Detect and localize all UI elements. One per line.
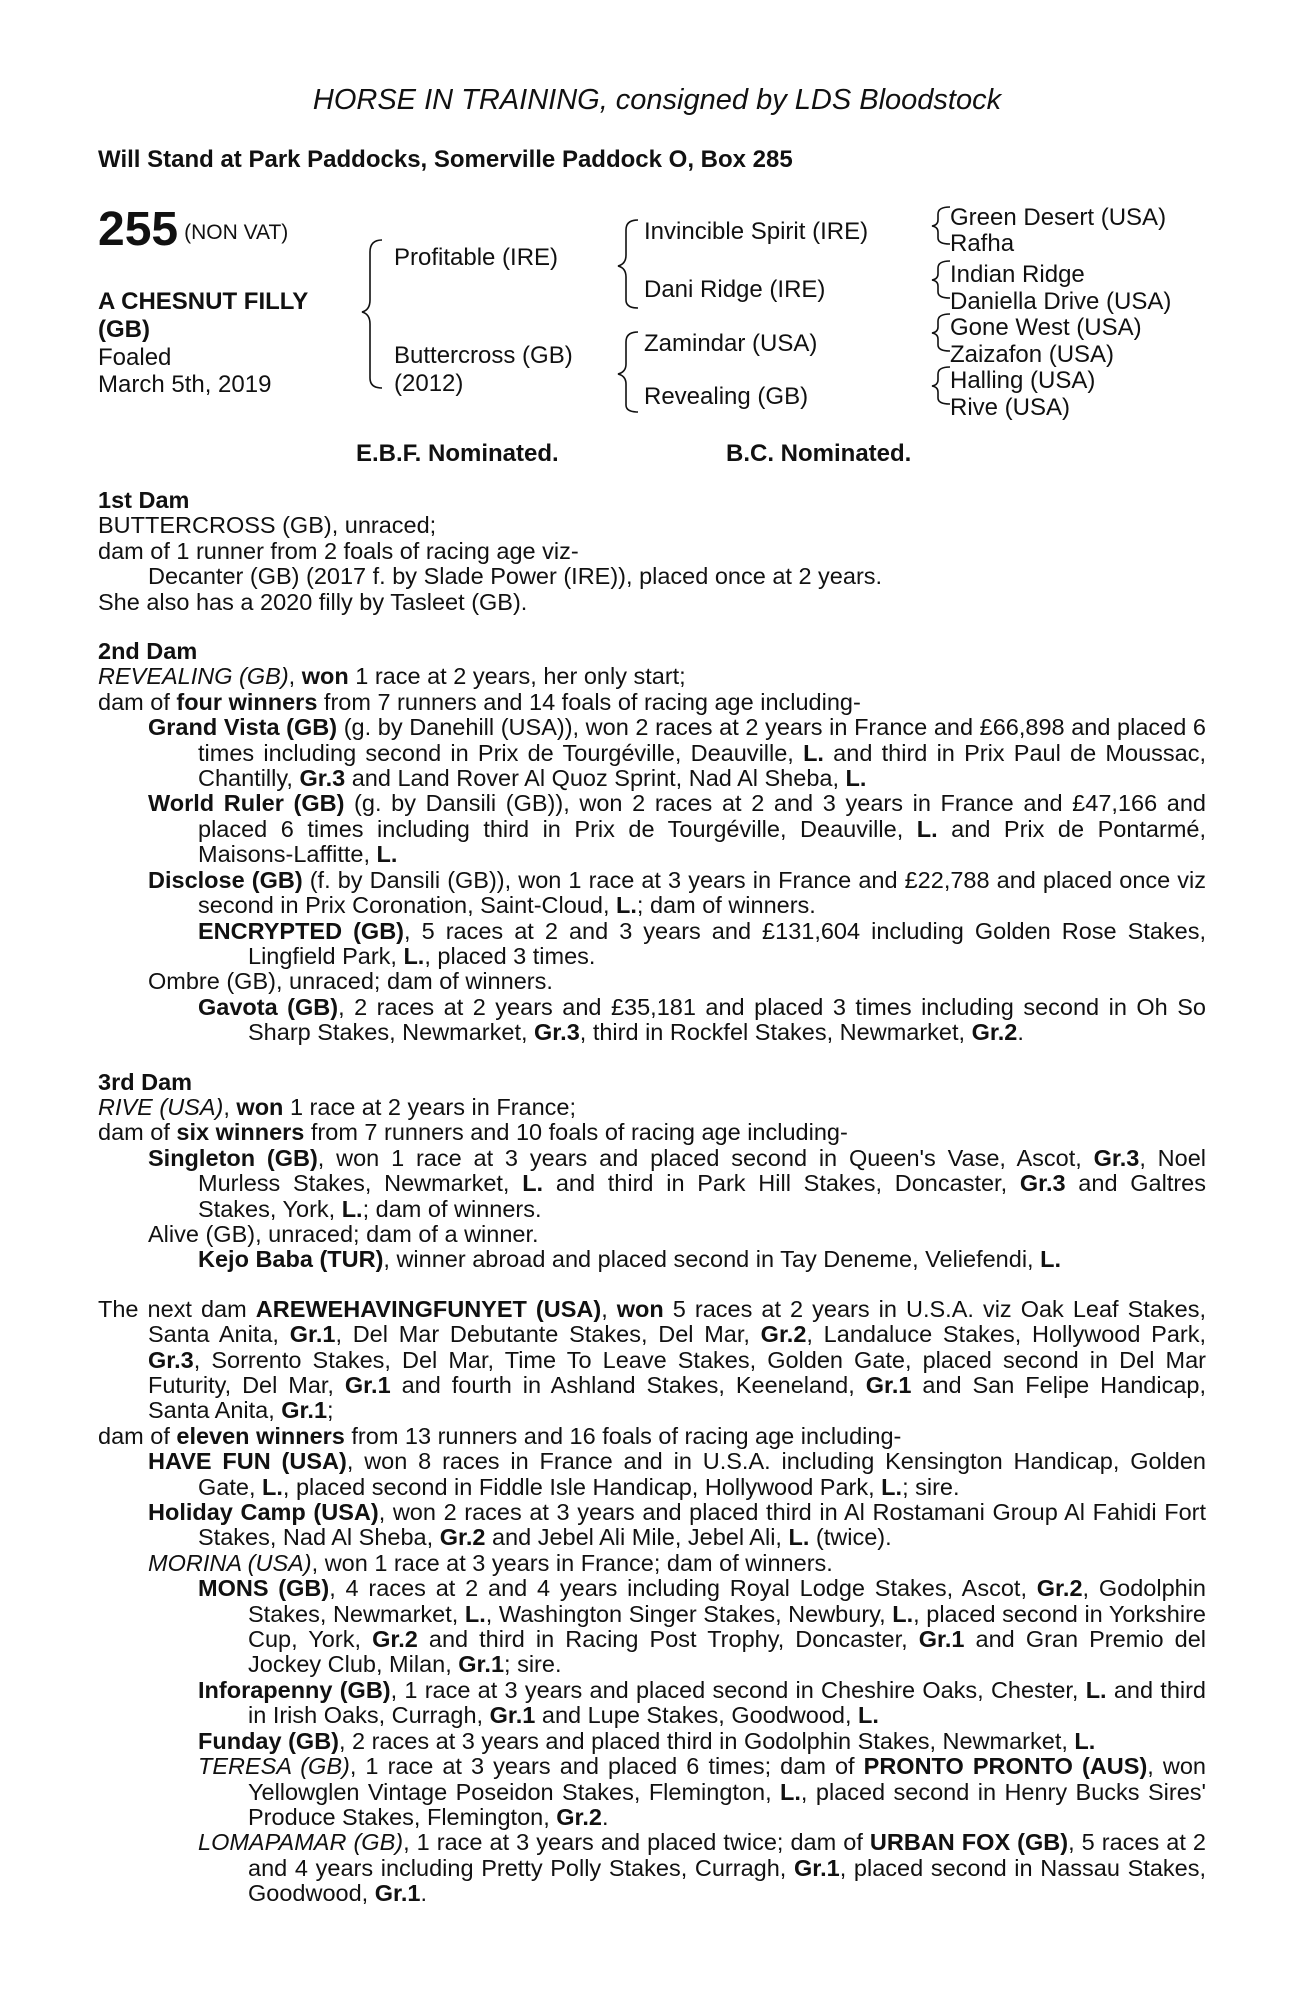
text-run: and third in Racing Post Trophy, Doncaster,	[417, 1626, 919, 1653]
horse-name: MONS (GB)	[198, 1575, 330, 1602]
first-dam-section	[98, 488, 1206, 615]
horse-name: Gavota (GB)	[198, 993, 339, 1020]
grade: Gr.1	[865, 1372, 912, 1398]
text-run: from 7 runners and 10 foals of racing age including-	[304, 1119, 848, 1146]
consignor-heading: HORSE IN TRAINING, consigned by LDS Bloodstock	[312, 84, 1002, 116]
second-dam-name: REVEALING (GB)	[98, 663, 289, 690]
produce-entry-alive: Alive (GB), unraced; dam of a winner.	[148, 1220, 539, 1247]
text-run: , 5 races at 2 and 3 years and £131,604 including Golden Rose Stakes, Lingfield Park,	[248, 917, 1206, 969]
text-run: ;	[327, 1397, 334, 1424]
grade: Gr.1	[281, 1397, 328, 1424]
produce-entry-morina	[98, 1551, 1206, 1576]
maternal-granddam: Revealing (GB)	[644, 383, 809, 410]
text-run: , placed second in Nassau Stakes, Goodwood,	[248, 1854, 1206, 1907]
text-run: and Gran Premio del Jockey Club, Milan,	[248, 1626, 1207, 1678]
grade: Gr.2	[760, 1321, 807, 1348]
grade: Gr.3	[1019, 1170, 1066, 1197]
grade: Gr.2	[1036, 1575, 1083, 1602]
text-run: .	[602, 1803, 609, 1830]
text-run: and San Felipe Handicap, Santa Anita,	[148, 1372, 1207, 1424]
horse-name: ENCRYPTED (GB)	[198, 917, 405, 944]
text-run: (f. by Dansili (GB)), won 1 race at 3 years in France and £22,788 and placed once viz second in Prix Coronation, Saint-Cloud,	[198, 866, 1207, 919]
second-dam-line: REVEALING (GB), won 1 race at 2 years, her only start;	[98, 663, 686, 690]
text-run: , Sorrento Stakes, Del Mar, Time To Leave Stakes, Golden Gate, placed second in Del Mar Futurity, Del Mar,	[148, 1346, 1206, 1398]
text-run: , 1 race at 3 years and placed second in Cheshire Oaks, Chester,	[390, 1676, 1086, 1703]
text-run: from 7 runners and 14 foals of racing age including-	[317, 688, 861, 715]
text-run: and Galtres Stakes, York,	[198, 1170, 1206, 1222]
third-dam-produce-summary	[98, 1120, 1206, 1145]
text-run: , placed second in Fiddle Isle Handicap, Hollywood Park,	[282, 1473, 882, 1500]
text-run: 5 races at 2 years in U.S.A. viz Oak Leaf Stakes, Santa Anita,	[148, 1295, 1206, 1348]
text-run: , 2 races at 3 years and placed third in Godolphin Stakes, Newmarket,	[339, 1727, 1075, 1754]
grade: Gr.3	[1093, 1144, 1140, 1171]
text-run: , 1 race at 3 years and placed 6 times; dam of	[349, 1753, 864, 1780]
text-run: , 2 races at 2 years and £35,181 and placed 3 times including second in Oh So Sharp Stakes, Newmarket,	[248, 993, 1206, 1046]
text-run: and fourth in Ashland Stakes, Keeneland,	[390, 1372, 866, 1398]
grade: Gr.1	[374, 1880, 421, 1907]
catalogue-body	[98, 488, 1206, 1907]
text-run: The next dam	[98, 1295, 256, 1322]
third-dam-line: RIVE (USA), won 1 race at 2 years in France;	[98, 1093, 577, 1120]
third-dam-heading: 3rd Dam	[98, 1068, 193, 1095]
text-run: and Prix de Pontarmé, Maisons-Laffitte,	[198, 815, 1206, 868]
text-run: and Jebel Ali Mile, Jebel Ali,	[485, 1524, 789, 1551]
next-dam-section	[98, 1297, 1206, 1907]
horse-name: World Ruler (GB)	[148, 790, 345, 817]
second-dam-section	[98, 639, 1206, 1046]
first-dam-produce-entry: Decanter (GB) (2017 f. by Slade Power (IRE)), placed once at 2 years.	[148, 563, 883, 590]
text-run: ,	[601, 1295, 617, 1322]
grade: L.	[1074, 1727, 1096, 1754]
second-dam-produce-summary	[98, 690, 1206, 715]
next-dam-produce-summary	[98, 1424, 1206, 1449]
second-dam-heading: 2nd Dam	[98, 638, 198, 665]
text-run: , winner abroad and placed second in Tay Deneme, Veliefendi,	[383, 1246, 1041, 1273]
next-dam-name: AREWEHAVINGFUNYET (USA)	[255, 1295, 602, 1322]
text-run: , placed second in Yorkshire Cup, York,	[248, 1600, 1206, 1653]
text-run: .	[420, 1880, 427, 1907]
horse-name: TERESA (GB)	[198, 1753, 350, 1780]
grade: Gr.2	[556, 1803, 602, 1830]
text-run: and third in Park Hill Stakes, Doncaster,	[543, 1170, 1020, 1197]
horse-name: MORINA (USA)	[148, 1549, 312, 1576]
text-run: , Godolphin Stakes, Newmarket,	[248, 1575, 1206, 1627]
ggs-7: Halling (USA)	[950, 367, 1096, 394]
foaled-label: Foaled	[98, 344, 172, 371]
ggs-2: Rafha	[950, 230, 1015, 257]
grade: L.	[403, 942, 425, 969]
produce-entry-gavota	[98, 995, 1206, 1046]
dam-name: Buttercross (GB)	[394, 342, 573, 369]
produce-entry-encrypted	[98, 919, 1206, 970]
produce-entry-kejo-baba	[98, 1247, 1206, 1272]
horse-name: PRONTO PRONTO (AUS)	[863, 1753, 1148, 1780]
text-run: ; dam of winners.	[362, 1195, 542, 1222]
produce-entry-lomapamar	[98, 1830, 1206, 1906]
grade: L.	[1085, 1676, 1107, 1703]
grade: Gr.1	[458, 1651, 505, 1678]
text-run: , placed second in Henry Bucks Sires' Produce Stakes, Flemington,	[248, 1778, 1206, 1830]
vat-status: (NON VAT)	[184, 221, 289, 244]
first-dam-line: BUTTERCROSS (GB), unraced;	[98, 512, 437, 539]
grade: Gr.2	[372, 1626, 418, 1653]
text-run: , 1 race at 3 years and placed twice; dam of	[403, 1829, 870, 1856]
grade: Gr.1	[344, 1372, 391, 1398]
horse-name: Singleton (GB)	[148, 1144, 318, 1171]
grade: L.	[262, 1473, 283, 1500]
text-run: and third in Prix Paul de Moussac, Chantilly,	[198, 739, 1206, 792]
grade: Gr.2	[971, 1019, 1018, 1046]
produce-entry-world-ruler	[98, 791, 1206, 867]
grade: L.	[858, 1702, 879, 1729]
grade: Gr.3	[299, 765, 346, 792]
produce-entry-holiday-camp	[98, 1500, 1206, 1551]
text-run: , Noel Murless Stakes, Newmarket,	[198, 1144, 1206, 1197]
produce-entry-ombre: Ombre (GB), unraced; dam of winners.	[148, 968, 553, 995]
grade: L.	[881, 1473, 903, 1500]
text-run: ; sire.	[504, 1651, 562, 1678]
text-run: dam of	[98, 1422, 177, 1449]
horse-name: Funday (GB)	[198, 1727, 339, 1754]
produce-entry-mons	[98, 1576, 1206, 1678]
produce-entry-grand-vista	[98, 715, 1206, 791]
grade: Gr.3	[534, 1019, 580, 1046]
text-run: , Landaluce Stakes, Hollywood Park,	[806, 1321, 1206, 1348]
third-dam-name: RIVE (USA)	[98, 1093, 224, 1120]
grade: Gr.1	[289, 1321, 336, 1348]
grade: L.	[464, 1600, 486, 1627]
stand-location: Will Stand at Park Paddocks, Somerville Paddock O, Box 285	[98, 146, 793, 173]
horse-name: Disclose (GB)	[148, 866, 303, 893]
bc-nomination: B.C. Nominated.	[726, 440, 912, 467]
text-run: 1 race at 2 years in France;	[283, 1093, 577, 1120]
next-dam-line	[98, 1297, 1206, 1424]
horse-name: Grand Vista (GB)	[148, 714, 338, 741]
winners-count: four winners	[176, 688, 318, 715]
grade: L.	[341, 1195, 363, 1222]
text-run: , Del Mar Debutante Stakes, Del Mar,	[335, 1321, 761, 1348]
text-run: from 13 runners and 16 foals of racing age including-	[344, 1422, 902, 1449]
text-run: and Land Rover Al Quoz Sprint, Nad Al Sheba,	[345, 765, 846, 792]
produce-entry-disclose	[98, 868, 1206, 919]
grade: L.	[803, 739, 824, 766]
foaled-date: March 5th, 2019	[98, 371, 272, 398]
text-run: , won 1 race at 3 years in France; dam of winners.	[311, 1549, 833, 1576]
won-label: won	[236, 1093, 284, 1120]
grade: L.	[892, 1600, 914, 1627]
grade: Gr.1	[489, 1702, 536, 1729]
produce-entry-teresa	[98, 1754, 1206, 1830]
text-run: ; sire.	[902, 1473, 960, 1500]
text-run: , won 2 races at 3 years and placed third in Al Rostamani Group Al Fahidi Fort Stakes, Nad Al Sheba,	[198, 1499, 1207, 1551]
first-dam-note: She also has a 2020 filly by Tasleet (GB).	[98, 588, 528, 615]
text-run: and third in Irish Oaks, Curragh,	[248, 1676, 1207, 1729]
ggs-3: Indian Ridge	[950, 261, 1085, 288]
ggs-6: Zaizafon (USA)	[950, 341, 1115, 368]
text-run: , third in Rockfel Stakes, Newmarket,	[579, 1019, 972, 1046]
lot-number-value: 255	[98, 203, 179, 256]
text-run: (g. by Dansili (GB)), won 2 races at 2 and 3 years in France and £47,166 and placed 6 times including third in Prix de Tourgéville, Deauville,	[198, 790, 1206, 842]
grade: L.	[522, 1170, 544, 1197]
horse-name: Holiday Camp (USA)	[148, 1499, 379, 1526]
text-run: , won 8 races in France and in U.S.A. including Kensington Handicap, Golden Gate,	[198, 1448, 1207, 1500]
grade: L.	[1040, 1246, 1061, 1273]
horse-name: URBAN FOX (GB)	[869, 1829, 1069, 1856]
produce-entry-singleton	[98, 1146, 1206, 1222]
ggs-5: Gone West (USA)	[950, 314, 1142, 341]
first-dam-produce-summary: dam of 1 runner from 2 foals of racing age viz-	[98, 537, 579, 564]
grade: L.	[845, 765, 867, 792]
produce-entry-inforapenny	[98, 1678, 1206, 1729]
third-dam-section	[98, 1070, 1206, 1273]
horse-name: Kejo Baba (TUR)	[198, 1246, 384, 1273]
paternal-grandsire: Invincible Spirit (IRE)	[644, 218, 869, 245]
grade: Gr.2	[439, 1524, 486, 1551]
grade: Gr.1	[794, 1854, 840, 1881]
winners-count: eleven winners	[176, 1422, 345, 1449]
sire-name: Profitable (IRE)	[394, 244, 559, 271]
text-run: .	[1017, 1019, 1024, 1046]
text-run: , won Yellowglen Vintage Poseidon Stakes, Flemington,	[248, 1753, 1206, 1805]
produce-entry-funday	[98, 1729, 1206, 1754]
text-run: , Washington Singer Stakes, Newbury,	[485, 1600, 893, 1627]
text-run: , placed 3 times.	[424, 942, 596, 969]
dam-year: (2012)	[394, 370, 464, 397]
winners-count: six winners	[176, 1119, 305, 1146]
grade: L.	[916, 815, 938, 842]
grade: Gr.1	[918, 1626, 965, 1653]
produce-entry-have-fun	[98, 1449, 1206, 1500]
horse-name: HAVE FUN (USA)	[148, 1448, 347, 1475]
text-run: and Lupe Stakes, Goodwood,	[535, 1702, 859, 1729]
won-label: won	[301, 663, 349, 690]
grade: Gr.3	[148, 1346, 194, 1373]
text-run: , 4 races at 2 and 4 years including Royal Lodge Stakes, Ascot,	[329, 1575, 1037, 1602]
text-run: dam of	[98, 688, 177, 715]
grade: L.	[616, 892, 637, 919]
ggs-8: Rive (USA)	[950, 394, 1071, 421]
subject-description-line1: A CHESNUT FILLY	[98, 288, 309, 315]
text-run: , won 1 race at 3 years and placed second in Queen's Vase, Ascot,	[317, 1144, 1094, 1171]
text-run: , 5 races at 2 and 4 years including Pretty Polly Stakes, Curragh,	[248, 1829, 1207, 1881]
horse-name: LOMAPAMAR (GB)	[198, 1829, 404, 1856]
ggs-1: Green Desert (USA)	[950, 204, 1167, 231]
text-run: 1 race at 2 years, her only start;	[348, 663, 686, 690]
text-run: ; dam of winners.	[636, 892, 816, 919]
grade: L.	[376, 841, 398, 868]
grade: L.	[780, 1778, 801, 1805]
won-label: won	[616, 1295, 664, 1322]
text-run: dam of	[98, 1119, 177, 1146]
subject-description-line2: (GB)	[98, 316, 150, 343]
text-run: (g. by Danehill (USA)), won 2 races at 2 years in France and £66,898 and placed 6 times including second in Prix de Tourgéville, Deauville,	[198, 714, 1206, 766]
ggs-4: Daniella Drive (USA)	[950, 288, 1172, 315]
first-dam-heading: 1st Dam	[98, 487, 190, 513]
grade: L.	[788, 1524, 810, 1551]
ebf-nomination: E.B.F. Nominated.	[356, 440, 559, 467]
text-run: (twice).	[809, 1524, 892, 1551]
horse-name: Inforapenny (GB)	[198, 1676, 391, 1703]
maternal-grandsire: Zamindar (USA)	[644, 330, 818, 357]
paternal-granddam: Dani Ridge (IRE)	[644, 276, 826, 303]
